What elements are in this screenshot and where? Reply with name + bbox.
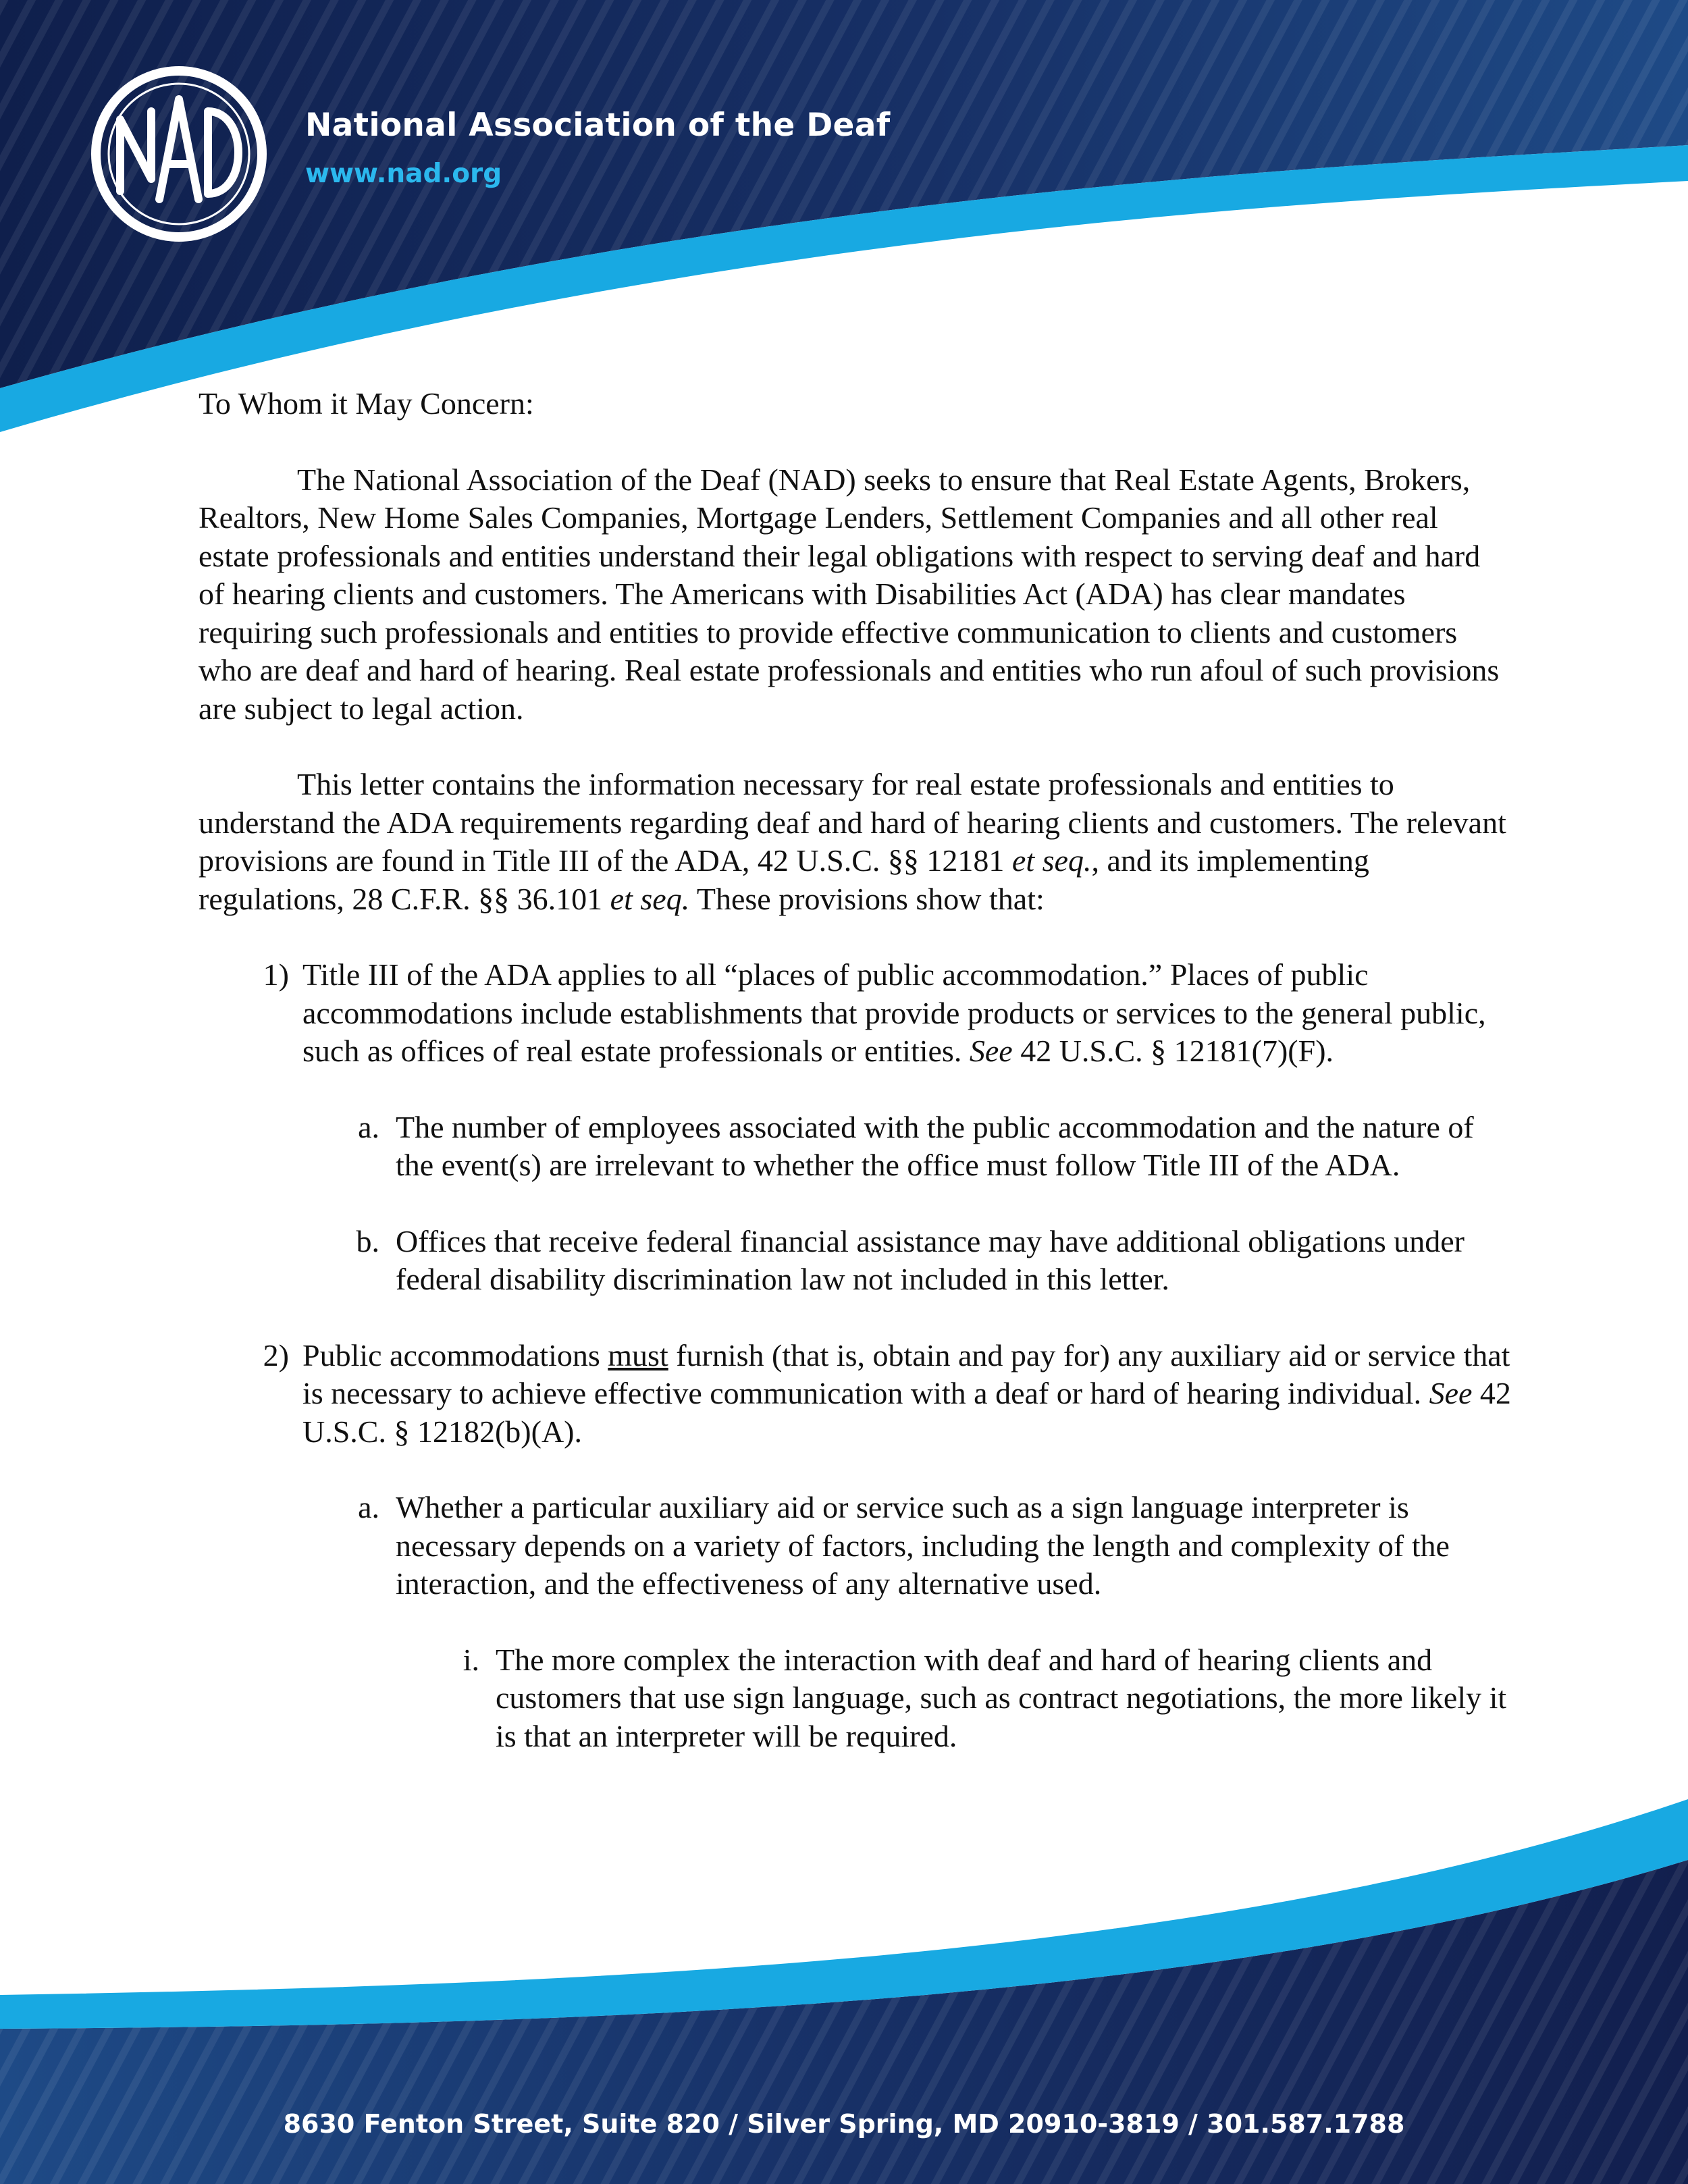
citation-text: 42 U.S.C. § 12181(7)(F). xyxy=(1012,1034,1334,1068)
paragraph-provisions xyxy=(199,766,1512,918)
et-seq-italic: et seq. xyxy=(1011,843,1092,878)
list-item-2-text xyxy=(302,1337,1512,1451)
list-item-1-text xyxy=(302,956,1512,1071)
list-item-1b-text: Offices that receive federal financial assistance may have additional obligations under federal disability discrimination law not included in this letter. xyxy=(396,1223,1465,1296)
et-seq-italic: et seq. xyxy=(610,881,690,916)
nad-logo xyxy=(89,64,269,244)
see-italic: See xyxy=(969,1034,1013,1068)
citation-text: 42 U.S.C. § 12182(b)(A). xyxy=(302,1376,1511,1449)
organization-url[interactable]: www.nad.org xyxy=(305,159,502,189)
list-marker: b. xyxy=(356,1223,379,1258)
list-marker: a. xyxy=(358,1109,379,1144)
list-item-1a-text: The number of employees associated with the public accommodation and the nature of the event(s) are irrelevant to whether the office must follow Title III of the ADA. xyxy=(396,1109,1474,1182)
item-text: Public accommodations xyxy=(302,1337,608,1373)
paragraph-provisions-text-3: These provisions show that: xyxy=(689,881,1045,916)
must-underlined: must xyxy=(608,1337,668,1373)
list-item-1 xyxy=(199,956,1512,1071)
list-marker: a. xyxy=(358,1490,379,1524)
list-marker: 2) xyxy=(263,1337,289,1373)
list-item-2a-i-text: The more complex the interaction with deaf and hard of hearing clients and customers that use sign language, such as contract negotiations, the more likely it is that an interpreter will be required. xyxy=(496,1642,1507,1753)
see-italic: See xyxy=(1429,1376,1473,1410)
item-text: Title III of the ADA applies to all “places of public accommodation.” Places of public accommodations include establishments that provide products or services to the general public, such as offices of real estate professionals or entities. xyxy=(302,957,1486,1068)
letter-body xyxy=(199,385,1512,1793)
list-item-1b xyxy=(199,1223,1512,1299)
paragraph-provisions-text-2: , and its implementing regulations, 28 C.F.R. §§ 36.101 xyxy=(199,843,1369,916)
salutation: To Whom it May Concern: xyxy=(199,386,534,421)
list-item-2 xyxy=(199,1337,1512,1451)
organization-name: National Association of the Deaf xyxy=(305,107,891,144)
list-item-2a xyxy=(199,1489,1512,1603)
paragraph-intro: The National Association of the Deaf (NAD) seeks to ensure that Real Estate Agents, Brokers, Realtors, New Home Sales Companies, Mortgage Lenders, Settlement Companies and all other real estate professionals and entities understand their legal obligations with respect to serving deaf and hard of hearing clients and customers. The Americans with Disabilities Act (ADA) has clear mandates requiring such professionals and entities to provide effective communication to clients and customers who are deaf and hard of hearing. Real estate professionals and entities who run afoul of such provisions are subject to legal action. xyxy=(199,462,1500,726)
list-marker: 1) xyxy=(263,957,289,992)
item-text: furnish (that is, obtain and pay for) any auxiliary aid or service that is necessary to achieve effective communication with a deaf or hard of hearing individual. xyxy=(302,1337,1510,1410)
list-marker: i. xyxy=(463,1642,479,1677)
list-item-2a-text: Whether a particular auxiliary aid or service such as a sign language interpreter is necessary depends on a variety of factors, including the length and complexity of the interaction, and the effectiveness of any alternative used. xyxy=(396,1490,1450,1601)
paragraph-provisions-text-1: This letter contains the information necessary for real estate professionals and entities to understand the ADA requirements regarding deaf and hard of hearing clients and customers. The relevant provisions are found in Title III of the ADA, 42 U.S.C. §§ 12181 xyxy=(199,767,1506,878)
list-item-2a-i xyxy=(199,1641,1512,1756)
list-item-1a xyxy=(199,1109,1512,1185)
footer-address: 8630 Fenton Street, Suite 820 / Silver Spring, MD 20910-3819 / 301.587.1788 xyxy=(283,2109,1405,2139)
